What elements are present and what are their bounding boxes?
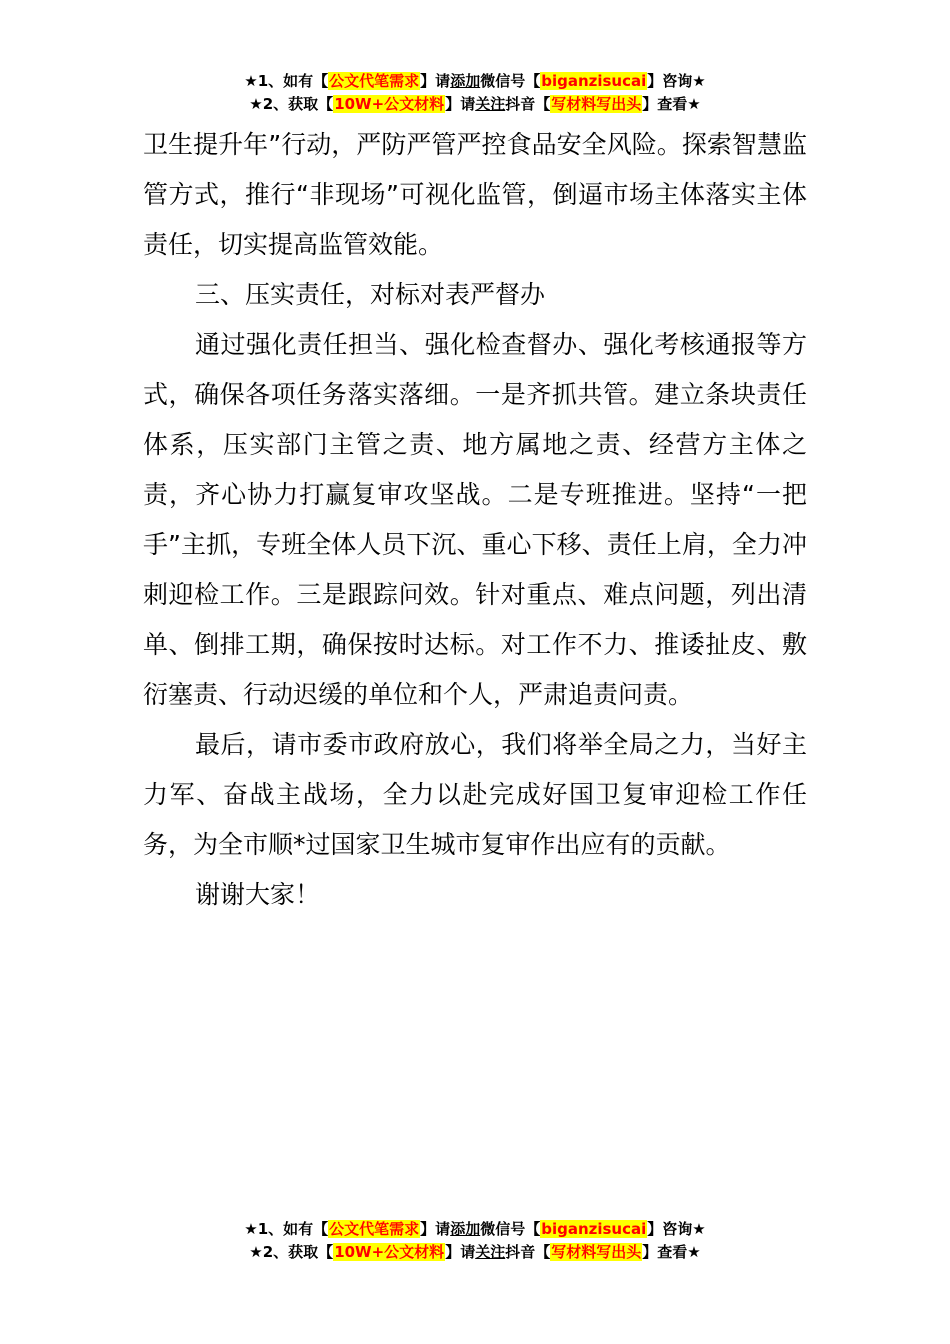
header-promo-banner	[0, 70, 950, 116]
promo-highlight: 写材料写出头	[551, 95, 642, 113]
section-heading: 三、压实责任，对标对表严督办	[195, 280, 546, 309]
promo-text: 】查看★	[642, 95, 701, 113]
promo-line-2	[0, 1241, 950, 1264]
promo-text: 】咨询★	[647, 1220, 706, 1238]
paragraph-continued: 卫生提升年”行动，严防严管严控食品安全风险。探索智慧监管方式，推行“非现场”可视化监管，倒逼市场主体落实主体责任，切实提高监管效能。	[143, 130, 807, 259]
promo-underlined: 关注	[475, 95, 506, 113]
promo-highlight: 10W+公文材料	[334, 1243, 445, 1261]
promo-highlight: 10W+公文材料	[334, 95, 445, 113]
promo-text: 】查看★	[642, 1243, 701, 1261]
promo-text: ★1、如有【	[244, 1220, 329, 1238]
promo-text: 】请	[420, 72, 451, 90]
promo-line-1	[0, 70, 950, 93]
footer-promo-banner	[0, 1218, 950, 1264]
promo-line-1	[0, 1218, 950, 1241]
promo-highlight: 公文代笔需求	[329, 1220, 420, 1238]
paragraph: 最后，请市委市政府放心，我们将举全局之力，当好主力军、奋战主战场，全力以赴完成好国卫复审迎检工作任务，为全市顺*过国家卫生城市复审作出应有的贡献。	[143, 730, 807, 859]
promo-text: 】请	[445, 1243, 476, 1261]
promo-text: 微信号【	[480, 72, 541, 90]
promo-text: 】请	[420, 1220, 451, 1238]
promo-highlight: biganzisucai	[541, 72, 647, 90]
promo-highlight: 写材料写出头	[551, 1243, 642, 1261]
document-body	[143, 120, 807, 920]
promo-text: ★2、获取【	[249, 95, 334, 113]
promo-underlined: 关注	[475, 1243, 506, 1261]
paragraph: 通过强化责任担当、强化检查督办、强化考核通报等方式，确保各项任务落实落细。一是齐抓共管。建立条块责任体系，压实部门主管之责、地方属地之责、经营方主体之责，齐心协力打赢复审攻坚战。二是专班推进。坚持“一把手”主抓，专班全体人员下沉、重心下移、责任上肩，全力冲刺迎检工作。三是跟踪问效。针对重点、难点问题，列出清单、倒排工期，确保按时达标。对工作不力、推诿扯皮、敷衍塞责、行动迟缓的单位和个人，严肃追责问责。	[143, 330, 807, 709]
promo-text: 微信号【	[480, 1220, 541, 1238]
promo-underlined: 添加	[450, 72, 481, 90]
promo-text: ★2、获取【	[249, 1243, 334, 1261]
promo-underlined: 添加	[450, 1220, 481, 1238]
promo-text: 】咨询★	[647, 72, 706, 90]
closing-remark: 谢谢大家！	[195, 880, 321, 909]
promo-text: 抖音【	[505, 1243, 551, 1261]
promo-text: 抖音【	[505, 95, 551, 113]
promo-highlight: biganzisucai	[541, 1220, 647, 1238]
promo-highlight: 公文代笔需求	[329, 72, 420, 90]
promo-text: ★1、如有【	[244, 72, 329, 90]
promo-text: 】请	[445, 95, 476, 113]
promo-line-2	[0, 93, 950, 116]
